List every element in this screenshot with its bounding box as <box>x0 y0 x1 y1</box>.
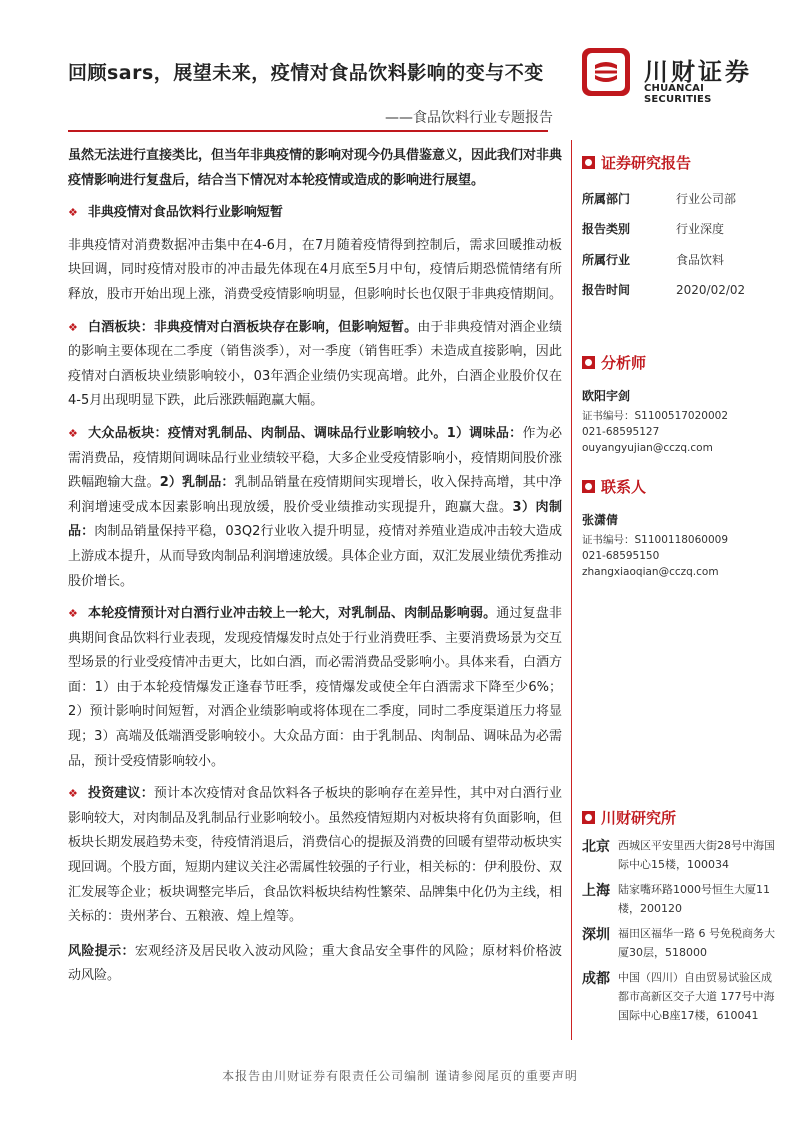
bullet-4: ❖ 本轮疫情预计对白酒行业冲击较上一轮大，对乳制品、肉制品影响弱。通过复盘非典期间食品饮料行业表现，发现疫情爆发时点处于行业消费旺季、主要消费场景为交互型场景的行业受疫情冲击更大，比如白酒，而必需消费品受影响小。具体来看，白酒方面：1）由于本轮疫情爆发正逢春节旺季，疫情爆发或使全年白酒需求下降至少6%；2）预计影响时间短暂，对酒企业绩影响或将体现在二季度，同时二季度渠道压力将显现；3）高端及低端酒受影响较小。大众品方面：由于乳制品、肉制品、调味品为必需品，预计受疫情影响较小。 <box>68 606 563 769</box>
section-square-icon <box>582 356 595 369</box>
analyst-email[interactable]: ouyangyujian@cczq.com <box>582 442 713 454</box>
info-row: 所属行业 食品饮料 <box>582 252 725 267</box>
column-divider <box>571 140 572 1040</box>
analyst-name: 欧阳宇剑 <box>582 389 631 403</box>
report-info-section <box>582 152 782 305</box>
main-content <box>68 140 562 989</box>
intro-paragraph: 虽然无法进行直接类比，但当年非典疫情的影响对现今仍具借鉴意义，因此我们对非典疫情影响进行复盘后，结合当下情况对本轮疫情或造成的影响进行展望。 <box>68 148 563 188</box>
risk-warning: 风险提示：宏观经济及居民收入波动风险；重大食品安全事件的风险；原材料价格波动风险。 <box>68 943 562 984</box>
section-heading-contact: 联系人 <box>582 476 782 497</box>
contact-phone: 021-68595150 <box>582 550 660 562</box>
analyst-section <box>582 352 782 456</box>
info-row: 报告时间 2020/02/02 <box>582 282 746 298</box>
diamond-bullet-icon: ❖ <box>68 787 79 801</box>
diamond-bullet-icon: ❖ <box>68 607 79 621</box>
section-square-icon <box>582 156 595 169</box>
section-heading-analyst: 分析师 <box>582 352 782 373</box>
bullet-body-1: 非典疫情对消费数据冲击集中在4-6月，在7月随着疫情得到控制后，需求回暖推动板块回调，同时疫情对股市的冲击最先体现在4月底至5月中旬，疫情后期恐慌情绪有所释放，股市开始出现上涨，消费受疫情影响明显，但影响时长也仅限于非典疫情期间。 <box>68 237 563 302</box>
bullet-3: ❖ 大众品板块：疫情对乳制品、肉制品、调味品行业影响较小。1）调味品：作为必需消费品，疫情期间调味品行业业绩较平稳，大多企业受疫情影响小，疫情期间股价涨跌幅跑输大盘。2）乳制品：乳制品销量在疫情期间实现增长，收入保持高增，其中净利润增速受成本因素影响出现放缓，股价受业绩推动实现提升，跑赢大盘。3）肉制品：肉制品销量保持平稳，03Q2行业收入提升明显，疫情对养殖业造成冲击较大造成上游成本提升，从而导致肉制品利润增速放缓。具体企业方面，双汇发展业绩优秀推动股价增长。 <box>68 425 563 589</box>
bullet-2: ❖ 白酒板块：非典疫情对白酒板块存在影响，但影响短暂。由于非典疫情对酒企业绩的影响主要体现在二季度（销售淡季），对一季度（销售旺季）未造成直接影响，因此疫情对白酒板块业绩影响较小，03年酒企业绩仍实现高增。此外，白酒企业股价仅在4-5月出现明显下跌，此后涨跌幅跑赢大幅。 <box>68 319 562 409</box>
section-heading-report: 证券研究报告 <box>582 152 782 173</box>
contact-section <box>582 476 782 580</box>
city-address-shenzhen: 深圳 福田区福华一路 6 号免税商务大厦30层，518000 <box>582 927 775 959</box>
contact-cert: 证书编号：S1100118060009 <box>582 534 729 546</box>
info-row: 所属部门 行业公司部 <box>582 191 737 206</box>
section-square-icon <box>582 480 595 493</box>
city-address-beijing: 北京 西城区平安里西大街28号中海国际中心15楼，100034 <box>582 839 775 871</box>
company-logo <box>582 46 772 105</box>
city-address-shanghai: 上海 陆家嘴环路1000号恒生大厦11楼，200120 <box>582 883 770 915</box>
diamond-bullet-icon: ❖ <box>68 320 79 334</box>
city-address-chengdu: 成都 中国（四川）自由贸易试验区成都市高新区交子大道 177号中海国际中心B座17楼，610041 <box>582 971 775 1022</box>
logo-mark-icon <box>582 48 630 96</box>
analyst-cert: 证书编号：S1100517020002 <box>582 410 729 422</box>
logo-chinese-name: 川财证券 <box>644 58 752 86</box>
bullet-heading-1: ❖ 非典疫情对食品饮料行业影响短暂 <box>68 205 283 221</box>
section-heading-institute: 川财研究所 <box>582 807 782 828</box>
section-square-icon <box>582 811 595 824</box>
page-footer: 本报告由川财证券有限责任公司编制 谨请参阅尾页的重要声明 <box>222 1069 578 1083</box>
logo-english-name: CHUANCAI SECURITIES <box>644 83 712 105</box>
diamond-bullet-icon: ❖ <box>68 426 79 440</box>
analyst-phone: 021-68595127 <box>582 426 660 438</box>
diamond-bullet-icon: ❖ <box>68 206 78 220</box>
report-subtitle: ——食品饮料行业专题报告 <box>385 110 553 126</box>
contact-email[interactable]: zhangxiaoqian@cczq.com <box>582 566 719 578</box>
info-row: 报告类别 行业深度 <box>582 222 725 237</box>
header-divider <box>68 130 548 132</box>
institute-section <box>582 807 782 1025</box>
report-title: 回顾sars，展望未来，疫情对食品饮料影响的变与不变 <box>68 62 544 84</box>
contact-name: 张潇倩 <box>582 513 619 527</box>
bullet-5: ❖ 投资建议：预计本次疫情对食品饮料各子板块的影响存在差异性，其中对白酒行业影响较大，对肉制品及乳制品行业影响较小。虽然疫情短期内对板块将有负面影响，但板块长期发展趋势未变，待疫情消退后，消费信心的提振及消费的回暖有望带动板块实现回调。个股方面，短期内建议关注必需属性较强的子行业，相关标的：伊利股份、双汇发展等企业；板块调整完毕后，食品饮料板块结构性繁荣、品牌集中化仍为主线，相关标的：贵州茅台、五粮液、煌上煌等。 <box>68 786 563 925</box>
